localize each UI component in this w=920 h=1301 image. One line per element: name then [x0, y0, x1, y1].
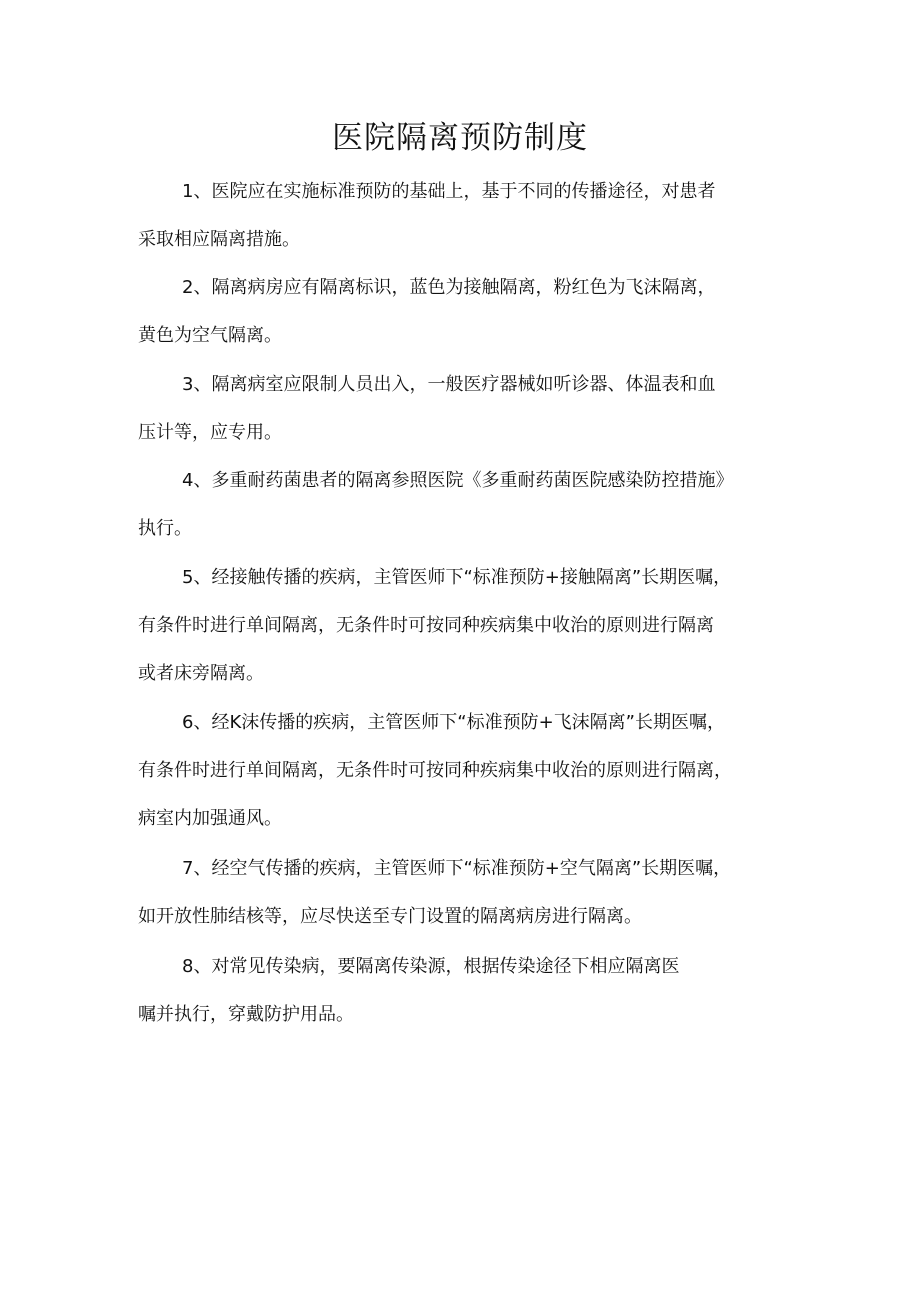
- paragraph-2: [138, 264, 798, 360]
- paragraph-3: [138, 361, 798, 457]
- paragraph-line: 病室内加强通风。: [138, 808, 282, 829]
- paragraph-line: 2、隔离病房应有隔离标识，蓝色为接触隔离，粉红色为飞沫隔离，: [182, 277, 716, 298]
- paragraph-8: [138, 943, 798, 1039]
- paragraph-7: [138, 845, 798, 941]
- paragraph-line: 8、对常见传染病，要隔离传染源，根据传染途径下相应隔离医: [182, 956, 680, 977]
- paragraph-line: 3、隔离病室应限制人员出入，一般医疗器械如听诊器、体温表和血: [182, 374, 716, 395]
- paragraph-line: 或者床旁隔离。: [138, 663, 264, 684]
- document-title: 医院隔离预防制度: [332, 120, 588, 156]
- paragraph-line: 5、经接触传播的疾病，主管医师下“标准预防+接触隔离”长期医嘱，: [182, 567, 732, 588]
- paragraph-line: 1、医院应在实施标准预防的基础上，基于不同的传播途径，对患者: [182, 181, 716, 202]
- paragraph-line: 有条件时进行单间隔离，无条件时可按同种疾病集中收治的原则进行隔离: [138, 615, 714, 636]
- paragraph-line: 6、经K沫传播的疾病，主管医师下“标准预防+飞沫隔离”长期医嘱，: [182, 712, 725, 733]
- paragraph-line: 有条件时进行单间隔离，无条件时可按同种疾病集中收治的原则进行隔离，: [138, 760, 732, 781]
- paragraph-line: 7、经空气传播的疾病，主管医师下“标准预防+空气隔离”长期医嘱，: [182, 858, 732, 879]
- paragraph-line: 嘱并执行，穿戴防护用品。: [138, 1004, 354, 1025]
- paragraph-4: [138, 457, 798, 553]
- paragraph-line: 黄色为空气隔离。: [138, 325, 282, 346]
- paragraph-line: 4、多重耐药菌患者的隔离参照医院《多重耐药菌医院感染防控措施》: [182, 470, 734, 491]
- paragraph-line: 采取相应隔离措施。: [138, 229, 300, 250]
- paragraph-1: [138, 168, 798, 264]
- paragraph-line: 压计等，应专用。: [138, 422, 282, 443]
- paragraph-5: [138, 554, 798, 698]
- paragraph-6: [138, 699, 798, 843]
- paragraph-line: 执行。: [138, 518, 192, 539]
- paragraph-line: 如开放性肺结核等，应尽快送至专门设置的隔离病房进行隔离。: [138, 906, 642, 927]
